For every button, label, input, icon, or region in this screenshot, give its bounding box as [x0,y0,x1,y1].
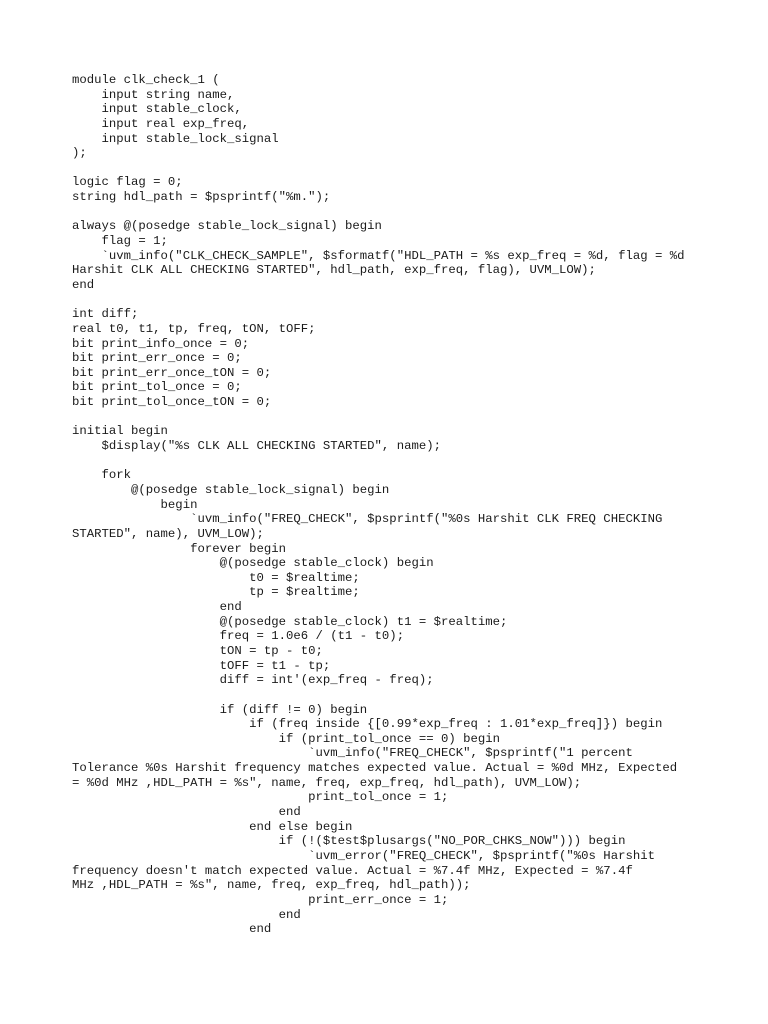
code-line: tON = tp - t0; [72,643,323,658]
code-line: if (!($test$plusargs("NO_POR_CHKS_NOW"))) begin [72,834,626,849]
code-line: string hdl_path = $psprintf("%m."); [72,190,331,205]
code-line: module clk_check_1 ( [72,73,220,87]
code-line: input stable_clock, [72,102,242,117]
code-line [72,454,752,469]
code-line: end [72,907,301,922]
code-line: print_tol_once = 1; [72,790,449,805]
code-line: input stable_lock_signal [72,131,279,146]
code-line: bit print_info_once = 0; [72,336,250,351]
code-line: diff = int'(exp_freq - freq); [72,673,434,688]
code-line: initial begin [72,424,168,439]
code-line: if (print_tol_once == 0) begin [72,731,501,746]
code-line: end [72,600,242,615]
code-line: tOFF = t1 - tp; [72,658,331,673]
code-line: if (freq inside {[0.99*exp_freq : 1.01*exp_freq]}) begin [72,717,663,732]
code-line: `uvm_error("FREQ_CHECK", $psprintf("%0s Harshit [72,848,655,863]
code-line: always @(posedge stable_lock_signal) begin [72,219,382,234]
code-line: bit print_tol_once = 0; [72,380,242,395]
code-line: @(posedge stable_clock) begin [72,556,434,571]
code-line: `uvm_info("CLK_CHECK_SAMPLE", $sformatf("HDL_PATH = %s exp_freq = %d, flag = %d [72,248,685,263]
code-line: real t0, t1, tp, freq, tON, tOFF; [72,321,316,336]
code-line: bit print_tol_once_tON = 0; [72,395,272,410]
code-line: frequency doesn't match expected value. Actual = %7.4f MHz, Expected = %7.4f [72,863,633,878]
code-line: print_err_once = 1; [72,892,449,907]
code-line: $display("%s CLK ALL CHECKING STARTED", name); [72,439,441,454]
code-line [72,205,752,220]
code-line [72,161,752,176]
code-line: MHz ,HDL_PATH = %s", name, freq, exp_freq, hdl_path)); [72,878,471,893]
code-line: freq = 1.0e6 / (t1 - t0); [72,629,405,644]
code-line: @(posedge stable_lock_signal) begin [72,482,390,497]
code-line [72,293,752,308]
code-line: @(posedge stable_clock) t1 = $realtime; [72,614,508,629]
code-line: fork [72,468,132,483]
code-line: STARTED", name), UVM_LOW); [72,526,264,541]
code-line: flag = 1; [72,234,168,249]
code-line: input string name, [72,87,235,102]
code-line: = %0d MHz ,HDL_PATH = %s", name, freq, exp_freq, hdl_path), UVM_LOW); [72,775,582,790]
code-line: bit print_err_once_tON = 0; [72,365,272,380]
code-line: begin [72,497,198,512]
code-line: forever begin [72,541,287,556]
code-line: ); [72,146,87,161]
code-line: t0 = $realtime; [72,570,360,585]
code-line: Tolerance %0s Harshit frequency matches expected value. Actual = %0d MHz, Expected [72,761,678,776]
code-line: input real exp_freq, [72,116,250,131]
code-line: end [72,805,301,820]
code-line: Harshit CLK ALL CHECKING STARTED", hdl_path, exp_freq, flag), UVM_LOW); [72,263,596,278]
code-line: end [72,922,272,937]
code-line: bit print_err_once = 0; [72,351,242,366]
code-line: if (diff != 0) begin [72,702,368,717]
code-line [72,688,752,703]
code-line: `uvm_info("FREQ_CHECK", $psprintf("%0s Harshit CLK FREQ CHECKING [72,512,663,527]
code-line: logic flag = 0; [72,175,183,190]
code-line: end [72,277,95,292]
code-document [72,73,752,937]
code-line: tp = $realtime; [72,585,360,600]
code-line: `uvm_info("FREQ_CHECK", $psprintf("1 percent [72,746,633,761]
code-line: end else begin [72,819,353,834]
code-line: int diff; [72,307,139,322]
code-line [72,410,752,425]
